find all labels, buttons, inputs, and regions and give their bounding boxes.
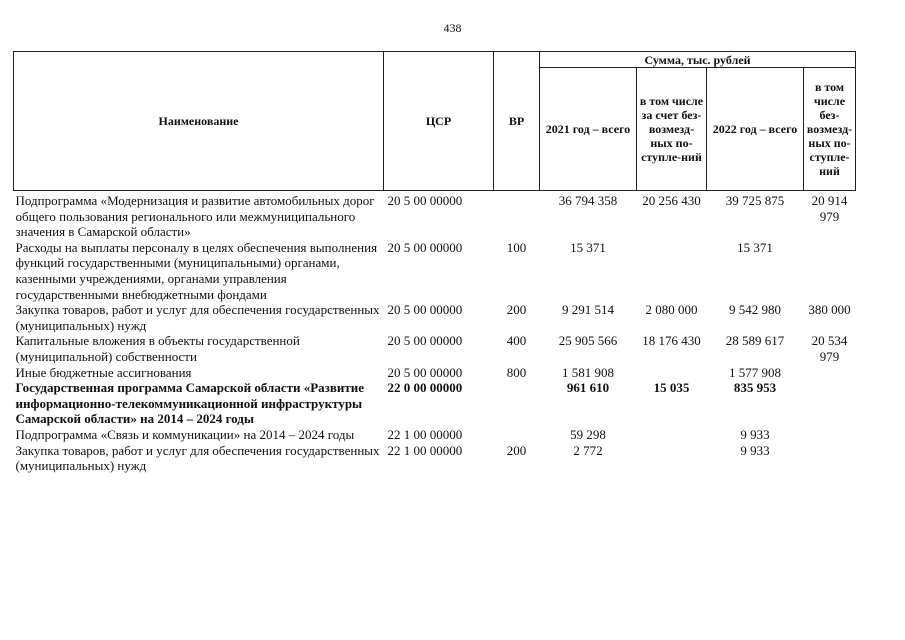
cell-2022-total: 15 371 — [737, 239, 773, 255]
table-row — [14, 365, 856, 381]
cell-2022-total: 9 542 980 — [729, 302, 781, 318]
cell-2022-free — [804, 443, 856, 474]
cell-2021-free — [637, 365, 707, 381]
header-name: Наименование — [14, 52, 384, 191]
cell-2022-free — [804, 365, 856, 381]
cell-name: Расходы на выплаты персоналу в целях обеспечения выполнения функций государственными (муниципальными) органами, казенными учреждениями, органами управления государственными внебюджетными фондами — [15, 239, 378, 302]
cell-2022-free — [804, 240, 856, 302]
cell-2022-free: 20 914 979 — [811, 193, 848, 224]
cell-csr: 20 5 00 00000 — [387, 333, 463, 349]
table-header — [14, 52, 856, 191]
budget-table — [13, 51, 856, 474]
table-row — [14, 427, 856, 443]
header-2022-total: 2022 год – всего — [707, 68, 804, 191]
cell-2021-free: 20 256 430 — [642, 193, 701, 208]
cell-2021-total: 59 298 — [570, 426, 606, 442]
cell-2021-total: 1 581 908 — [562, 364, 614, 380]
cell-2022-total: 9 933 — [740, 426, 770, 442]
cell-2022-free — [804, 380, 856, 427]
cell-csr: 20 5 00 00000 — [387, 302, 463, 318]
cell-csr: 22 1 00 00000 — [387, 442, 463, 458]
cell-2022-free: 380 000 — [808, 302, 851, 318]
header-csr: ЦСР — [384, 52, 494, 191]
cell-2022-total: 28 589 617 — [725, 333, 785, 349]
header-2022-free: в том числе без-возмезд-ных по-ступле-ний — [804, 68, 856, 191]
cell-vr: 100 — [506, 239, 527, 255]
cell-2022-total: 39 725 875 — [725, 193, 785, 208]
table-row — [14, 380, 856, 427]
table-row — [14, 333, 856, 364]
cell-2021-free: 18 176 430 — [642, 333, 701, 349]
cell-csr: 20 5 00 00000 — [387, 193, 463, 208]
cell-2021-free — [637, 443, 707, 474]
cell-csr: 22 0 00 00000 — [387, 380, 463, 396]
cell-vr — [494, 380, 540, 427]
cell-2022-free — [804, 427, 856, 443]
header-vr: ВР — [494, 52, 540, 191]
cell-vr: 200 — [506, 302, 527, 318]
cell-vr: 200 — [506, 442, 527, 458]
header-2021-total: 2021 год – всего — [540, 68, 637, 191]
cell-vr — [494, 427, 540, 443]
cell-name: Подпрограмма «Связь и коммуникации» на 2014 – 2024 годы — [15, 426, 355, 442]
cell-name: Подпрограмма «Модернизация и развитие автомобильных дорог общего пользования регионального или межмуниципального значения в Самарской области» — [15, 193, 375, 240]
cell-2022-total: 835 953 — [733, 380, 777, 396]
cell-2021-total: 36 794 358 — [558, 193, 618, 208]
cell-2021-free — [637, 427, 707, 443]
table-row — [14, 240, 856, 302]
cell-name: Закупка товаров, работ и услуг для обеспечения государственных (муниципальных) нужд — [15, 442, 380, 474]
cell-2021-total: 2 772 — [573, 442, 603, 458]
table-row — [14, 302, 856, 333]
table-row — [14, 443, 856, 474]
cell-2021-total: 961 610 — [566, 380, 610, 396]
page-number: 438 — [443, 21, 462, 35]
cell-vr — [494, 191, 540, 240]
cell-2021-total: 15 371 — [570, 239, 606, 255]
cell-csr: 22 1 00 00000 — [387, 426, 463, 442]
table-row — [14, 191, 856, 240]
header-2021-free: в том числе за счет без-возмезд-ных по-ступле-ний — [637, 68, 707, 191]
cell-name: Иные бюджетные ассигнования — [15, 364, 192, 380]
cell-2022-total: 1 577 908 — [729, 364, 781, 380]
table-body — [14, 191, 856, 474]
cell-2021-free — [637, 240, 707, 302]
cell-name: Государственная программа Самарской области «Развитие информационно-телекоммуникационной инфраструктуры Самарской области» на 2014 – 2024 годы — [15, 380, 365, 427]
cell-csr: 20 5 00 00000 — [387, 364, 463, 380]
cell-2022-free: 20 534 979 — [811, 333, 848, 364]
cell-2021-free: 2 080 000 — [645, 302, 698, 318]
cell-vr: 400 — [506, 333, 527, 349]
cell-name: Закупка товаров, работ и услуг для обеспечения государственных (муниципальных) нужд — [15, 302, 380, 333]
cell-2021-total: 25 905 566 — [558, 333, 618, 349]
cell-csr: 20 5 00 00000 — [387, 239, 463, 255]
cell-2022-total: 9 933 — [740, 442, 770, 458]
cell-vr: 800 — [506, 364, 527, 380]
cell-name: Капитальные вложения в объекты государственной (муниципальной) собственности — [15, 333, 300, 364]
cell-2021-total: 9 291 514 — [562, 302, 614, 318]
cell-2021-free: 15 035 — [653, 380, 690, 396]
header-sum: Сумма, тыс. рублей — [540, 52, 856, 68]
